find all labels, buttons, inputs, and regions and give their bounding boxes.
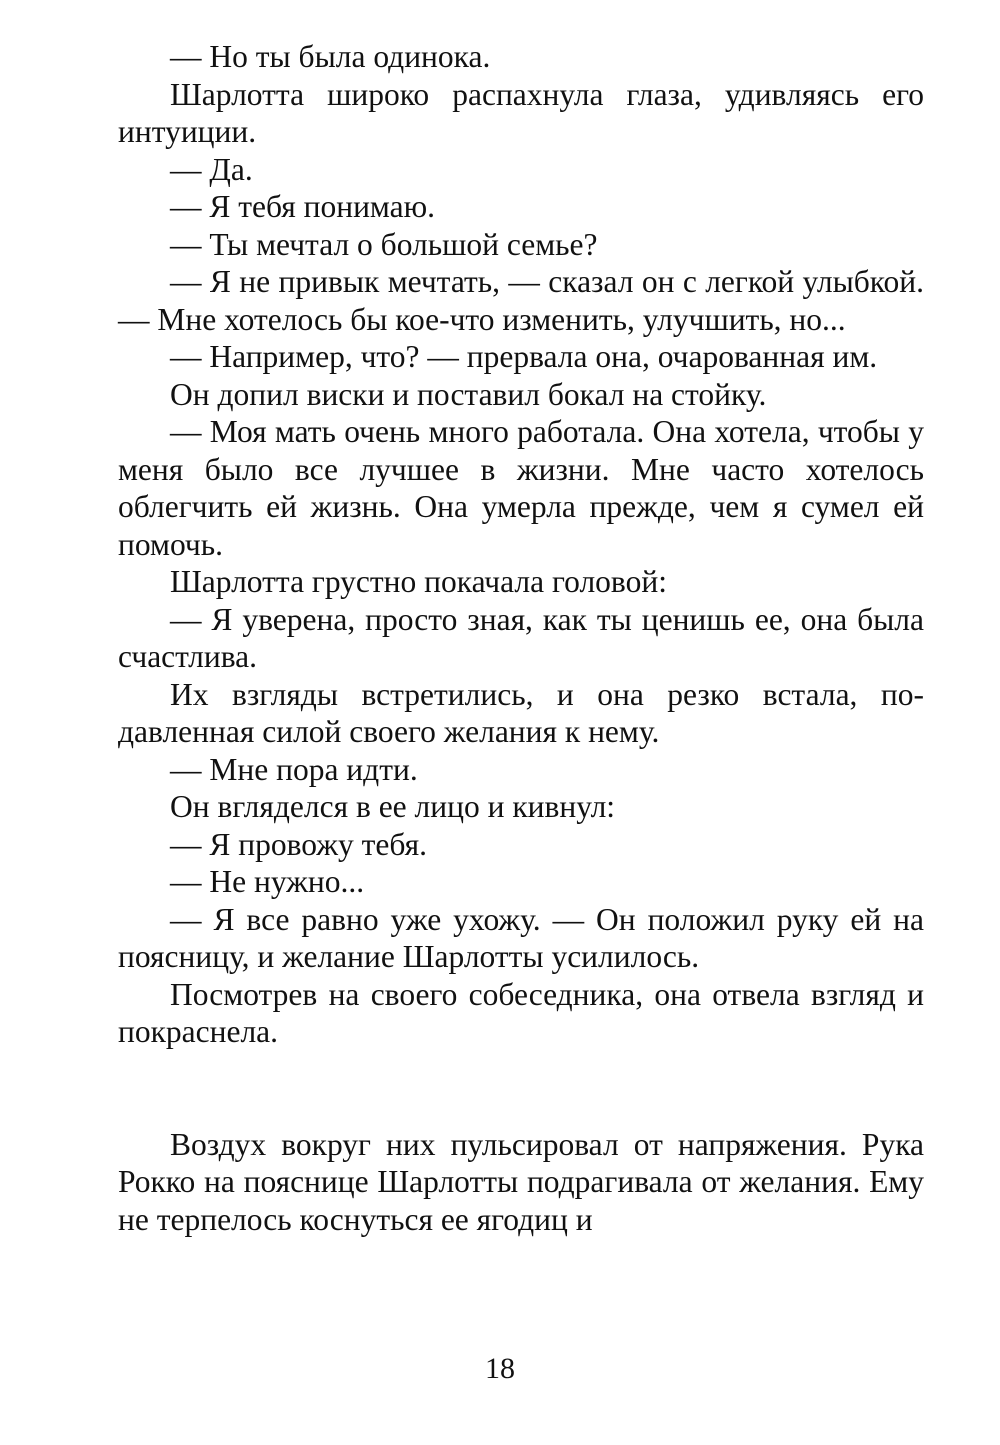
paragraph-10: Шарлотта грустно покачала головой:: [170, 564, 667, 599]
paragraph-15: — Я провожу тебя.: [170, 826, 427, 862]
paragraph-7: — Например, что? — прервала она, очарованная им.: [170, 339, 878, 374]
book-page-text: [118, 38, 924, 1238]
paragraph-9: — Моя мать очень много работала. Она хотела, чтобы у меня было все лучшее в жизни. Мне часто хотелось облегчить ей жизнь. Она умерла прежде, чем я сумел ей помочь.: [118, 414, 924, 562]
page-number: 18: [485, 1352, 515, 1385]
paragraph-4: — Я тебя понимаю.: [170, 189, 436, 224]
paragraph-18: Посмотрев на своего собеседника, она отвела взгляд и покраснела.: [118, 976, 924, 1049]
section-2-paragraph-1: Воздух вокруг них пульсировал от напряжения. Рука Рокко на пояснице Шарлотты подрагивала от желания. Ему не терпелось коснуться ее ягодиц и: [118, 1126, 924, 1237]
paragraph-13: — Мне пора идти.: [170, 751, 418, 787]
paragraph-2: Шарлотта широко распахнула глаза, удивляясь его интуиции.: [118, 76, 924, 149]
paragraph-11: — Я уверена, просто зная, как ты ценишь ее, она была счастлива.: [118, 601, 924, 674]
paragraph-17: — Я все равно уже ухожу. — Он положил руку ей на поясницу, и желание Шарлотты усилилось.: [118, 901, 924, 974]
paragraph-6: — Я не привык мечтать, — сказал он с легкой улыбкой. — Мне хотелось бы кое-что изменить, улучшить, но...: [118, 264, 924, 337]
paragraph-1: — Но ты была одинока.: [170, 39, 491, 74]
section-break: [118, 1051, 924, 1126]
paragraph-14: Он вгляделся в ее лицо и кивнул:: [170, 789, 616, 824]
paragraph-12: Их взгляды встретились, и она резко встала, подавленная силой своего желания к нему.: [118, 676, 924, 749]
paragraph-8: Он допил виски и поставил бокал на стойку.: [170, 376, 767, 412]
paragraph-3: — Да.: [170, 151, 253, 187]
paragraph-16: — Не нужно...: [170, 864, 365, 899]
paragraph-5: — Ты мечтал о большой семье?: [170, 226, 598, 262]
